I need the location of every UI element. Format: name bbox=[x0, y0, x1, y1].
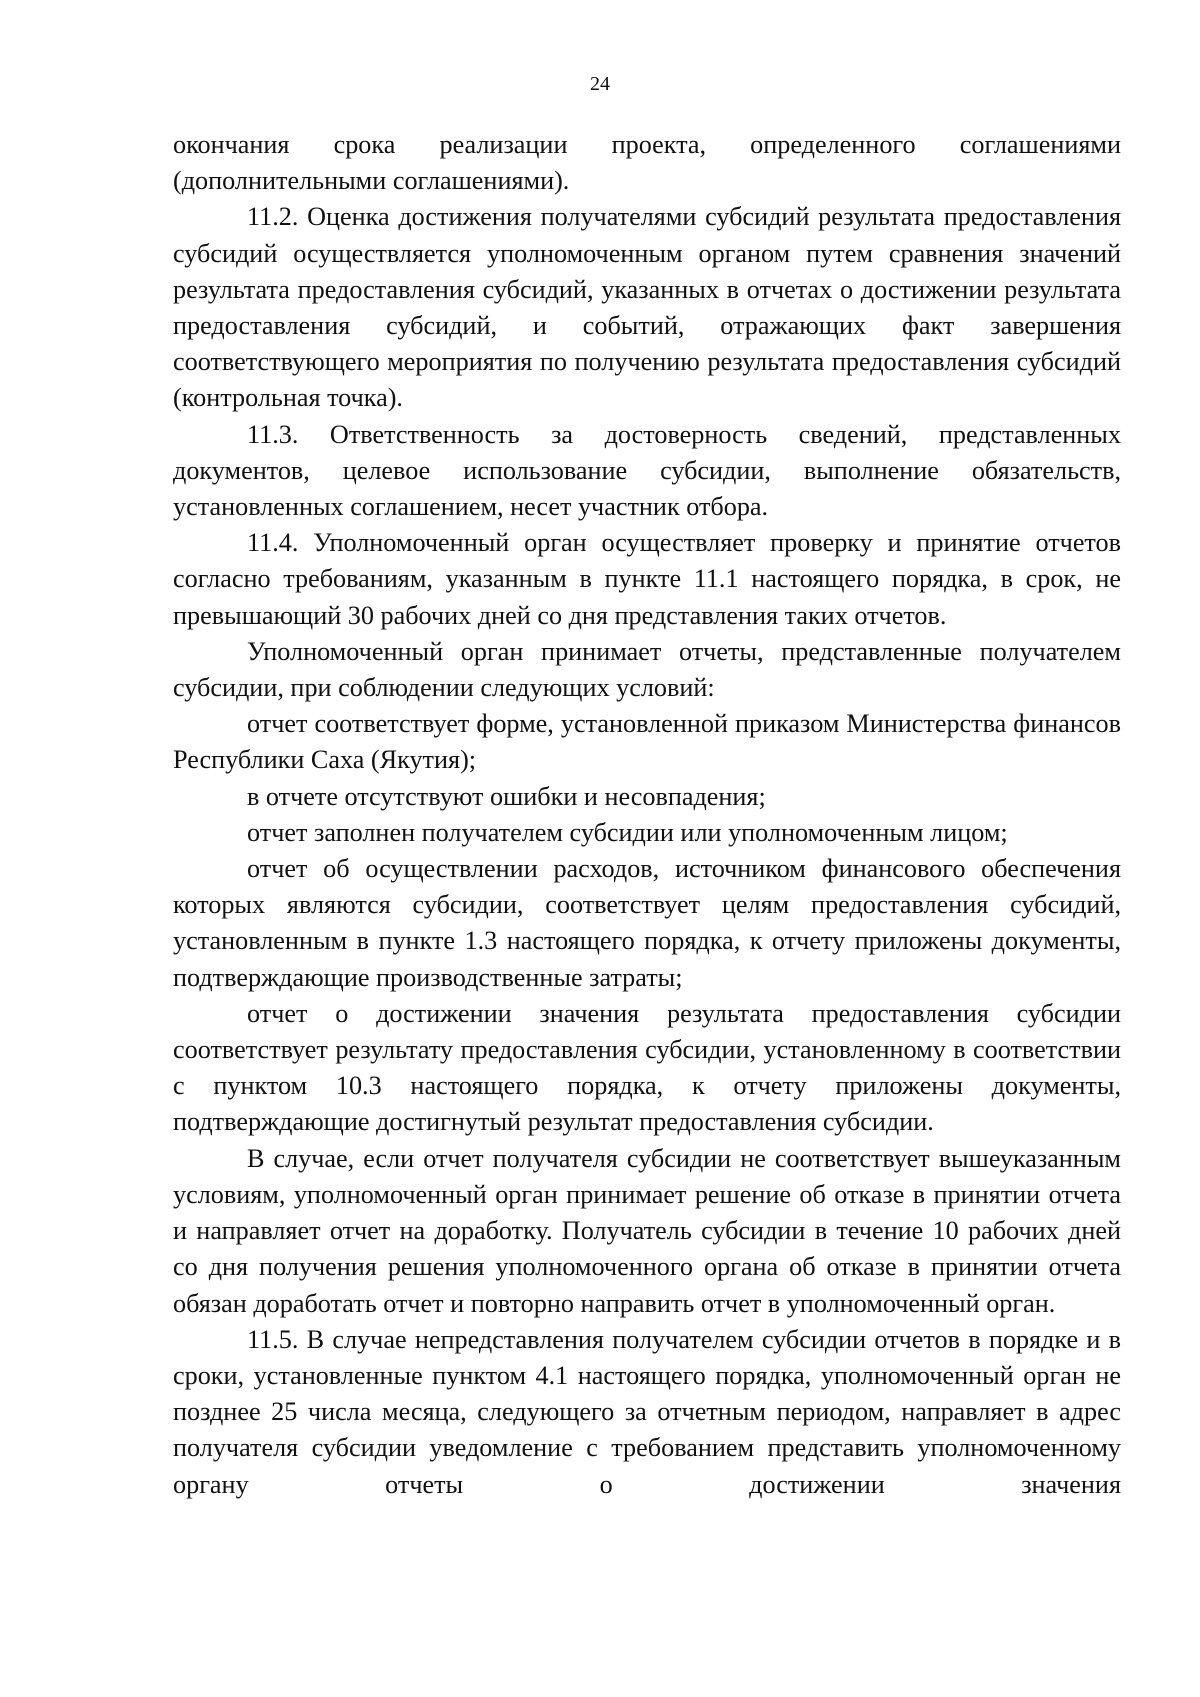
condition-form: отчет соответствует форме, установленной приказом Министерства финансов Республики Саха (Якутия); bbox=[173, 709, 1121, 775]
page-number: 24 bbox=[590, 73, 610, 95]
paragraph-acceptance-conditions: Уполномоченный орган принимает отчеты, представленные получателем субсидии, при соблюдении следующих условий: bbox=[173, 636, 1121, 703]
paragraph-11-2: 11.2. Оценка достижения получателями субсидий результата предоставления субсидий осуществляется уполномоченным органом путем сравнения значений результата предоставления субсидий, указанных в отчетах о достижении результата предоставления субсидий, и событий, отражающих факт завершения соответствующего мероприятия по получению результата предоставления субсидий (контрольная точка). bbox=[173, 202, 1121, 413]
paragraph-11-5: 11.5. В случае непредставления получателем субсидии отчетов в порядке и в сроки, установленные пунктом 4.1 настоящего порядка, уполномоченный орган не позднее 25 числа месяца, следующего за отчетным периодом, направляет в адрес получателя субсидии уведомление с требованием представить уполномоченному органу отчеты о достижении значения bbox=[173, 1324, 1121, 1499]
paragraph-continuation: окончания срока реализации проекта, определенного соглашениями (дополнительными соглашениями). bbox=[173, 130, 1121, 196]
paragraph-11-3: 11.3. Ответственность за достоверность сведений, представленных документов, целевое использование субсидии, выполнение обязательств, установленных соглашением, несет участник отбора. bbox=[173, 419, 1121, 522]
condition-result-report: отчет о достижении значения результата предоставления субсидии соответствует результату предоставления субсидии, установленному в соответствии с пунктом 10.3 настоящего порядка, к отчету приложены документы, подтверждающие достигнутый результат предоставления субсидии. bbox=[173, 998, 1121, 1137]
condition-filled-by: отчет заполнен получателем субсидии или уполномоченным лицом; bbox=[247, 817, 1008, 847]
paragraph-rework: В случае, если отчет получателя субсидии не соответствует вышеуказанным условиям, уполномоченный орган принимает решение об отказе в принятии отчета и направляет отчет на доработку. Получатель субсидии в течение 10 рабочих дней со дня получения решения уполномоченного органа об отказе в принятии отчета обязан доработать отчет и повторно направить отчет в уполномоченный орган. bbox=[173, 1143, 1121, 1318]
condition-expenses-report: отчет об осуществлении расходов, источником финансового обеспечения которых являются субсидии, соответствует целям предоставления субсидий, установленным в пункте 1.3 настоящего порядка, к отчету приложены документы, подтверждающие производственные затраты; bbox=[173, 854, 1121, 992]
document-body bbox=[173, 127, 1121, 1503]
paragraph-11-4: 11.4. Уполномоченный орган осуществляет проверку и принятие отчетов согласно требованиям, указанным в пункте 11.1 настоящего порядка, в срок, не превышающий 30 рабочих дней со дня представления таких отчетов. bbox=[173, 528, 1121, 630]
condition-no-errors: в отчете отсутствуют ошибки и несовпадения; bbox=[247, 781, 766, 811]
